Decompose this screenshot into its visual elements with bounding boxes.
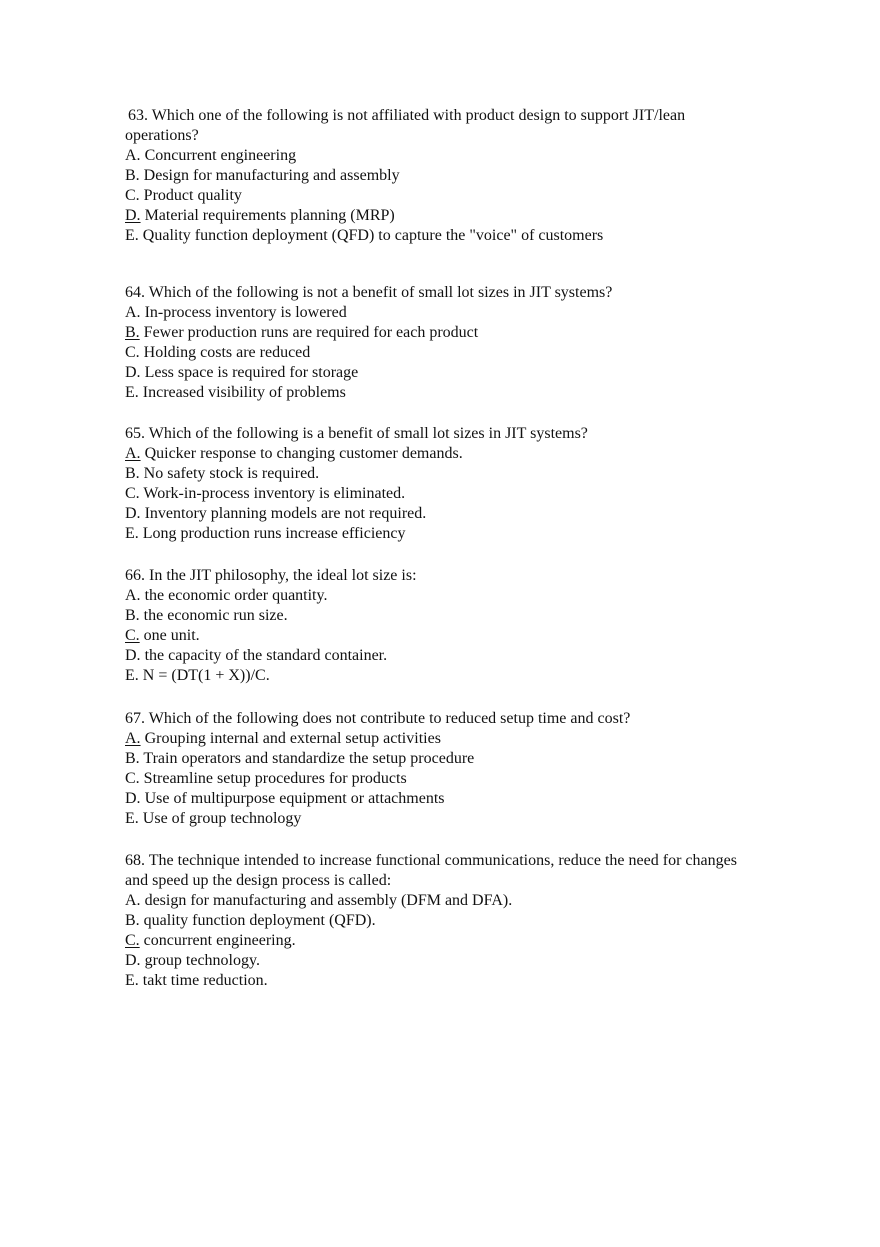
option-a [125, 444, 745, 464]
option-text: Work-in-process inventory is eliminated. [143, 485, 406, 502]
option-letter: D. [125, 647, 141, 664]
option-text: Less space is required for storage [144, 364, 359, 381]
option-letter: E. [125, 810, 139, 827]
question-66 [125, 566, 745, 686]
option-c [125, 343, 745, 363]
option-letter: D. [125, 790, 141, 807]
option-text: Design for manufacturing and assembly [143, 167, 400, 184]
option-letter: E. [125, 972, 139, 989]
option-text: Use of multipurpose equipment or attachments [144, 790, 445, 807]
option-text: Quality function deployment (QFD) to capture the "voice" of customers [142, 227, 604, 244]
option-text: concurrent engineering. [143, 932, 296, 949]
option-text: Concurrent engineering [144, 147, 297, 164]
option-text: one unit. [143, 627, 200, 644]
option-e [125, 226, 745, 246]
option-d [125, 206, 745, 226]
option-letter: C. [125, 770, 140, 787]
question-stem: 67. Which of the following does not contribute to reduced setup time and cost? [125, 710, 631, 727]
question-63 [125, 106, 745, 246]
option-e [125, 971, 745, 991]
option-e [125, 809, 745, 829]
option-letter: B. [125, 607, 140, 624]
option-text: design for manufacturing and assembly (DFM and DFA). [144, 892, 513, 909]
option-letter: A. [125, 892, 141, 909]
option-letter: D. [125, 505, 141, 522]
option-text: Streamline setup procedures for products [143, 770, 407, 787]
option-c [125, 931, 745, 951]
option-letter: B. [125, 167, 140, 184]
option-letter: A. [125, 147, 141, 164]
option-letter: E. [125, 667, 139, 684]
option-b [125, 911, 745, 931]
option-a [125, 303, 745, 323]
option-text: the economic order quantity. [144, 587, 328, 604]
option-text: Fewer production runs are required for each product [143, 324, 479, 341]
question-stem: 68. The technique intended to increase functional communications, reduce the need for changes and speed up the design process is called: [125, 852, 737, 889]
question-stem: 66. In the JIT philosophy, the ideal lot size is: [125, 567, 417, 584]
option-text: Quicker response to changing customer demands. [144, 445, 463, 462]
option-c [125, 186, 745, 206]
option-text: Holding costs are reduced [143, 344, 311, 361]
option-letter: B. [125, 912, 140, 929]
option-d [125, 363, 745, 383]
option-letter: D. [125, 364, 141, 381]
option-c [125, 484, 745, 504]
question-stem: 64. Which of the following is not a benefit of small lot sizes in JIT systems? [125, 284, 613, 301]
option-text: Inventory planning models are not required. [144, 505, 427, 522]
option-a [125, 891, 745, 911]
question-stem: 65. Which of the following is a benefit of small lot sizes in JIT systems? [125, 425, 588, 442]
option-b [125, 606, 745, 626]
option-b [125, 749, 745, 769]
option-d [125, 951, 745, 971]
option-text: Grouping internal and external setup activities [144, 730, 441, 747]
option-letter: E. [125, 384, 139, 401]
option-letter: C. [125, 344, 140, 361]
option-c [125, 626, 745, 646]
option-b [125, 464, 745, 484]
option-text: In-process inventory is lowered [144, 304, 347, 321]
option-text: Train operators and standardize the setup procedure [143, 750, 475, 767]
option-b [125, 166, 745, 186]
option-c [125, 769, 745, 789]
option-d [125, 646, 745, 666]
option-letter-marked: A. [125, 445, 141, 462]
option-letter: D. [125, 952, 141, 969]
option-letter-marked: B. [125, 324, 140, 341]
question-68 [125, 851, 745, 991]
option-letter: A. [125, 304, 141, 321]
option-b [125, 323, 745, 343]
option-letter: C. [125, 187, 140, 204]
option-letter-marked: D. [125, 207, 141, 224]
option-text: Material requirements planning (MRP) [144, 207, 395, 224]
option-letter-marked: C. [125, 932, 140, 949]
option-letter: B. [125, 750, 140, 767]
option-a [125, 146, 745, 166]
option-a [125, 729, 745, 749]
question-stem: 63. Which one of the following is not affiliated with product design to support JIT/lean operations? [125, 107, 686, 144]
question-64 [125, 283, 745, 403]
option-letter-marked: A. [125, 730, 141, 747]
option-text: No safety stock is required. [143, 465, 320, 482]
question-67 [125, 709, 745, 829]
option-text: the economic run size. [143, 607, 288, 624]
option-letter: B. [125, 465, 140, 482]
option-text: N = (DT(1 + X))/C. [142, 667, 270, 684]
option-e [125, 666, 745, 686]
option-a [125, 586, 745, 606]
option-text: quality function deployment (QFD). [143, 912, 376, 929]
option-e [125, 524, 745, 544]
option-text: Product quality [143, 187, 242, 204]
option-letter: E. [125, 227, 139, 244]
option-text: Long production runs increase efficiency [142, 525, 406, 542]
option-e [125, 383, 745, 403]
option-d [125, 789, 745, 809]
option-letter: E. [125, 525, 139, 542]
option-text: group technology. [144, 952, 260, 969]
option-text: takt time reduction. [142, 972, 268, 989]
option-letter: C. [125, 485, 140, 502]
question-65 [125, 424, 745, 544]
option-letter-marked: C. [125, 627, 140, 644]
option-d [125, 504, 745, 524]
option-letter: A. [125, 587, 141, 604]
option-text: Use of group technology [142, 810, 302, 827]
option-text: the capacity of the standard container. [144, 647, 388, 664]
option-text: Increased visibility of problems [142, 384, 346, 401]
